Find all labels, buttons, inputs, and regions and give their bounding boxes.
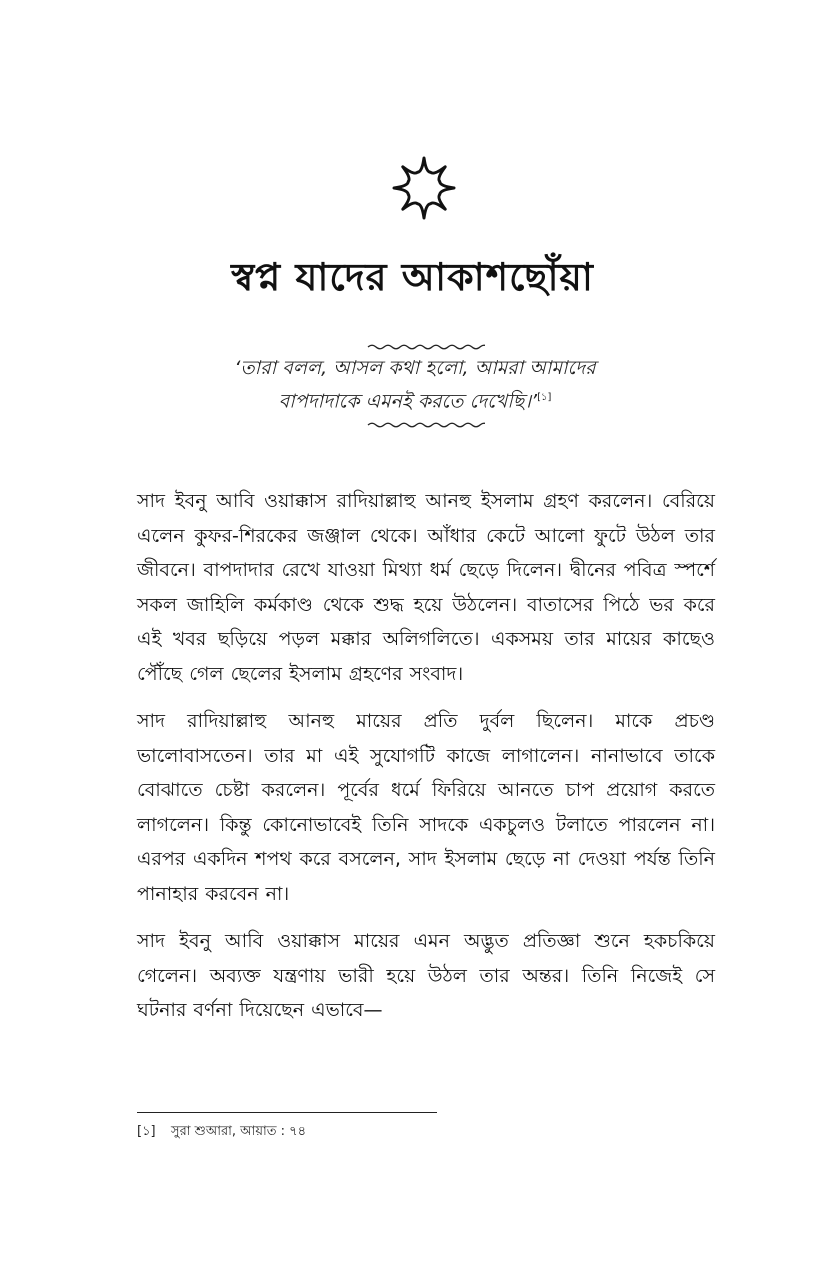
wave-divider-bottom <box>367 420 485 430</box>
wave-divider-top <box>367 342 485 352</box>
footnote-text: সুরা শুআরা, আয়াত : ৭৪ <box>171 1124 307 1139</box>
epigraph-footnote-ref: [১] <box>537 392 552 403</box>
paragraph-3: সাদ ইবনু আবি ওয়াক্কাস মায়ের এমন অদ্ভুত প্রতিজ্ঞা শুনে হকচকিয়ে গেলেন। অব্যক্ত যন্ত্রণায় ভারী হয়ে উঠল তার অন্তর। তিনি নিজেই সে ঘটনার বর্ণনা দিয়েছেন এভাবে— <box>137 930 715 1021</box>
paragraph-2: সাদ রাদিয়াল্লাহু আনহু মায়ের প্রতি দুর্বল ছিলেন। মাকে প্রচণ্ড ভালোবাসতেন। তার মা এই সুযোগটি কাজে লাগালেন। নানাভাবে তাকে বোঝাতে চেষ্টা করলেন। পূর্বের ধর্মে ফিরিয়ে আনতে চাপ প্রয়োগ করতে লাগলেন। কিন্তু কোনোভাবেই তিনি সাদকে একচুলও টলাতে পারলেন না। এরপর একদিন শপথ করে বসলেন, সাদ ইসলাম ছেড়ে না দেওয়া পর্যন্ত তিনি পানাহার করবেন না। <box>137 710 715 905</box>
epigraph-quote <box>180 354 650 416</box>
eight-point-flower-ornament-icon <box>391 155 457 221</box>
epigraph-line-2: বাপদাদাকে এমনই করতে দেখেছি।’[১] <box>278 390 552 413</box>
footnote <box>137 1122 306 1143</box>
body-text <box>137 484 715 1041</box>
epigraph-line-1: ‘তারা বলল, আসল কথা হলো, আমরা আমাদের <box>234 357 596 379</box>
footnote-divider <box>137 1112 437 1113</box>
footnote-marker: [১] <box>137 1124 156 1139</box>
paragraph-1: সাদ ইবনু আবি ওয়াক্কাস রাদিয়াল্লাহু আনহু ইসলাম গ্রহণ করলেন। বেরিয়ে এলেন কুফর-শিরকের জঞ্জাল থেকে। আঁধার কেটে আলো ফুটে উঠল তার জীবনে। বাপদাদার রেখে যাওয়া মিথ্যা ধর্ম ছেড়ে দিলেন। দ্বীনের পবিত্র স্পর্শে সকল জাহিলি কর্মকাণ্ড থেকে শুদ্ধ হয়ে উঠলেন। বাতাসের পিঠে ভর করে এই খবর ছড়িয়ে পড়ল মক্কার অলিগলিতে। একসময় তার মায়ের কাছেও পৌঁছে গেল ছেলের ইসলাম গ্রহণের সংবাদ। <box>137 490 715 685</box>
chapter-title: স্বপ্ন যাদের আকাশছোঁয়া <box>231 255 594 299</box>
